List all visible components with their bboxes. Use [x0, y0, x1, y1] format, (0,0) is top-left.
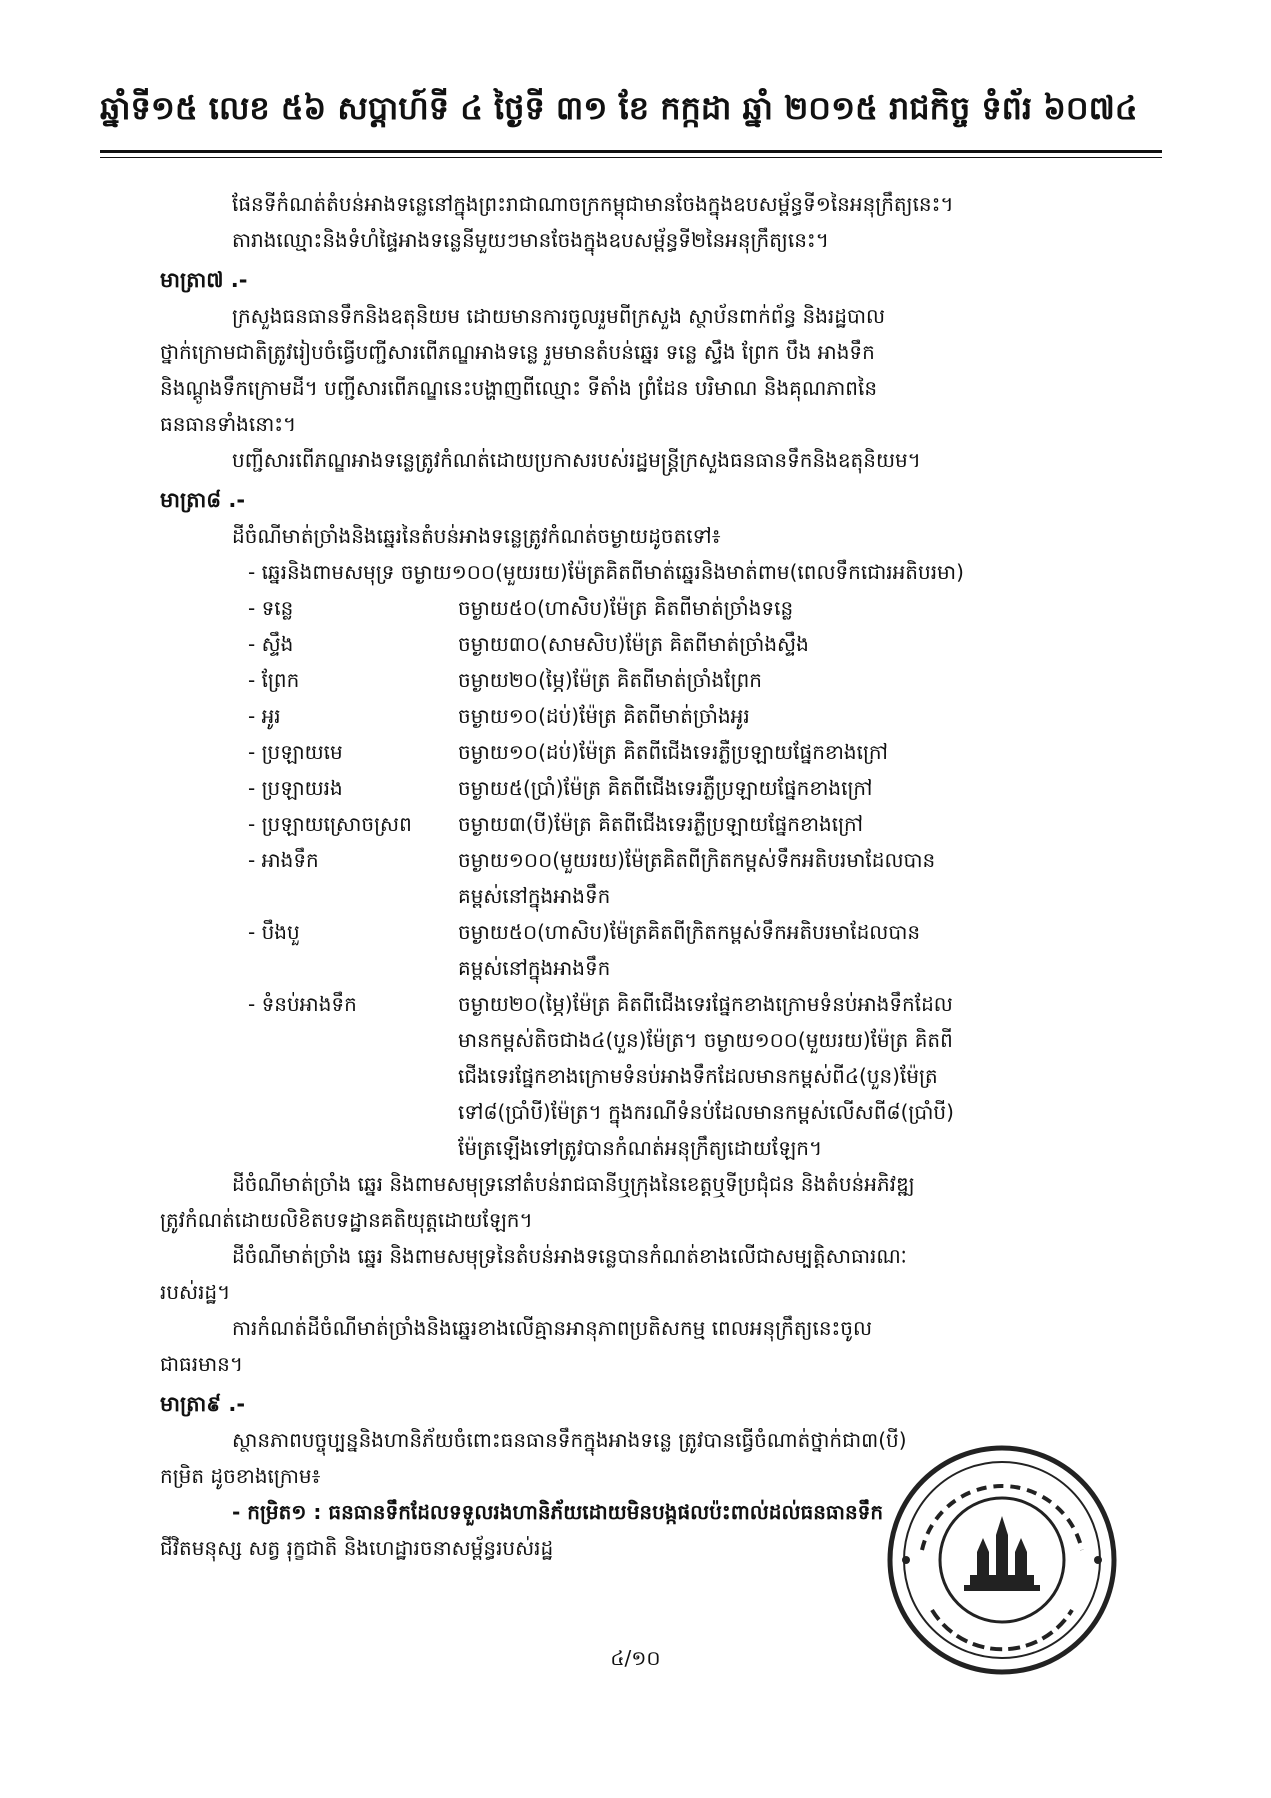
distance-item-desc: ជើងទេរផ្នែកខាងក្រោមទំនប់អាងទឹកដែលមានកម្ពស់ពី៤(បួន)ម៉ែត្រ	[458, 1064, 938, 1088]
header-rule	[100, 150, 1162, 153]
distance-item-term	[248, 1094, 458, 1130]
distance-item-desc: ម៉ែត្រឡើងទៅត្រូវបានកំណត់អនុក្រឹត្យដោយឡែក។	[458, 1136, 823, 1160]
article-8-para2-line: របស់រដ្ឋ។	[160, 1280, 231, 1304]
distance-item-term: - អូរ	[248, 704, 281, 728]
distance-item	[160, 734, 1140, 770]
article-8-para1-line: ត្រូវកំណត់ដោយលិខិតបទដ្ឋានគតិយុត្តដោយឡែក។	[160, 1208, 533, 1232]
distance-item-desc: ចម្ងាយ៥០(ហាសិប)ម៉ែត្រគិតពីក្រិតកម្ពស់ទឹកអតិបរមាដែលបាន	[458, 920, 921, 944]
article-8-heading: មាត្រា៨ .-	[160, 488, 246, 512]
distance-item-desc: ចម្ងាយ៥(ប្រាំ)ម៉ែត្រ គិតពីជើងទេរភ្លឺប្រឡាយផ្នែកខាងក្រៅ	[458, 776, 873, 800]
distance-item	[160, 698, 1140, 734]
distance-item-term	[248, 1058, 458, 1094]
document-body	[160, 186, 1140, 1566]
article-8-para3-line: ជាធរមាន។	[160, 1352, 244, 1376]
official-seal-icon	[882, 1440, 1122, 1680]
distance-item-desc: ចម្ងាយ១០(ដប់)ម៉ែត្រ គិតពីជើងទេរភ្លឺប្រឡាយផ្នែកខាងក្រៅ	[458, 740, 888, 764]
distance-item-term: - ទន្លេ	[248, 596, 294, 620]
distance-item-desc: ទៅ៨(ប្រាំបី)ម៉ែត្រ។ ក្នុងករណីទំនប់ដែលមានកម្ពស់លើសពី៨(ប្រាំបី)	[458, 1100, 954, 1124]
article-8-intro: ដីចំណីមាត់ច្រាំងនិងឆ្នេរនៃតំបន់អាងទន្លេត្រូវកំណត់ចម្ងាយដូចតទៅ៖	[232, 524, 721, 548]
article-9-line: ស្ថានភាពបច្ចុប្បន្ននិងហានិភ័យចំពោះធនធានទឹកក្នុងអាងទន្លេ ត្រូវបានធ្វើចំណាត់ថ្នាក់ជា៣(បី)	[232, 1428, 907, 1452]
article-7-line: ថ្នាក់ក្រោមជាតិត្រូវរៀបចំធ្វើបញ្ជីសារពើភណ្ឌអាងទន្លេ រួមមានតំបន់ឆ្នេរ ទន្លេ ស្ទឹង ព្រែក បឹង អាងទឹក	[160, 340, 875, 364]
article-8-para2-line: ដីចំណីមាត់ច្រាំង ឆ្នេរ និងពាមសមុទ្រនៃតំបន់អាងទន្លេបានកំណត់ខាងលើជាសម្បត្តិសាធារណៈ	[232, 1244, 907, 1268]
article-7-line: ក្រសួងធនធានទឹកនិងឧតុនិយម ដោយមានការចូលរួមពីក្រសួង ស្ថាប័នពាក់ព័ន្ធ និងរដ្ឋបាល	[232, 304, 886, 328]
article-7-closing: បញ្ជីសារពើភណ្ឌអាងទន្លេត្រូវកំណត់ដោយប្រកាសរបស់រដ្ឋមន្ត្រីក្រសួងធនធានទឹកនិងឧតុនិយម។	[232, 448, 921, 472]
distance-item-term	[248, 1130, 458, 1166]
article-7-line: និងណ្ដូងទឹកក្រោមដី។ បញ្ជីសារពើភណ្ឌនេះបង្ហាញពីឈ្មោះ ទីតាំង ព្រំដែន បរិមាណ និងគុណភាពនៃ	[160, 376, 878, 400]
distance-item	[160, 1094, 1140, 1130]
distance-item-term: - ប្រឡាយស្រោចស្រព	[248, 812, 412, 836]
article-9-heading: មាត្រា៩ .-	[160, 1392, 246, 1416]
distance-item-desc: ចម្ងាយ៣(បី)ម៉ែត្រ គិតពីជើងទេរភ្លឺប្រឡាយផ្នែកខាងក្រៅ	[458, 812, 864, 836]
distance-item-desc: ចម្ងាយ១០(ដប់)ម៉ែត្រ គិតពីមាត់ច្រាំងអូរ	[458, 704, 750, 728]
distance-item-term: - បឹងបួ	[248, 920, 300, 944]
distance-item-desc: មានកម្ពស់តិចជាង៤(បួន)ម៉ែត្រ។ ចម្ងាយ១០០(មួយរយ)ម៉ែត្រ គិតពី	[458, 1028, 953, 1052]
distance-item-term	[248, 1022, 458, 1058]
distance-item	[160, 986, 1140, 1022]
header-rule-thin	[100, 157, 1162, 158]
distance-item-term: - ប្រឡាយមេ	[248, 740, 343, 764]
distance-item-desc: ចម្ងាយ៥០(ហាសិប)ម៉ែត្រ គិតពីមាត់ច្រាំងទន្លេ	[458, 596, 794, 620]
distance-item-desc: គម្ពស់នៅក្នុងអាងទឹក	[458, 956, 611, 980]
distance-item-term: - ប្រឡាយរង	[248, 776, 343, 800]
distance-item-term	[248, 878, 458, 914]
distance-item	[160, 806, 1140, 842]
distance-item-term	[248, 950, 458, 986]
article-9-line: កម្រិត ដូចខាងក្រោម៖	[160, 1464, 321, 1488]
intro-line-1: ផែនទីកំណត់តំបន់អាងទន្លេនៅក្នុងព្រះរាជាណាចក្រកម្ពុជាមានចែងក្នុងឧបសម្ព័ន្ធទី១នៃអនុក្រឹត្យនេះ។	[232, 192, 954, 216]
intro-line-2: តារាងឈ្មោះនិងទំហំផ្ទៃអាងទន្លេនីមួយៗមានចែងក្នុងឧបសម្ព័ន្ធទី២នៃអនុក្រឹត្យនេះ។	[232, 228, 829, 252]
distance-item-desc: ចម្ងាយ១០០(មួយរយ)ម៉ែត្រគិតពីក្រិតកម្ពស់ទឹកអតិបរមាដែលបាន	[458, 848, 936, 872]
distance-item	[160, 770, 1140, 806]
distance-item	[160, 878, 1140, 914]
article-8-para1-line: ដីចំណីមាត់ច្រាំង ឆ្នេរ និងពាមសមុទ្រនៅតំបន់រាជធានីឬក្រុងនៃខេត្តឬទីប្រជុំជន និងតំបន់អភិវឌ្ឍ	[232, 1172, 915, 1196]
distance-item	[160, 662, 1140, 698]
article-8-lead-item: - ឆ្នេរនិងពាមសមុទ្រ ចម្ងាយ១០០(មួយរយ)ម៉ែត្រគិតពីមាត់ឆ្នេរនិងមាត់ពាម(ពេលទឹកជោរអតិបរមា)	[248, 560, 964, 584]
distance-item-desc: គម្ពស់នៅក្នុងអាងទឹក	[458, 884, 611, 908]
distance-item	[160, 1022, 1140, 1058]
distance-item	[160, 1130, 1140, 1166]
distance-item	[160, 626, 1140, 662]
article-9-level1-line: ជីវិតមនុស្ស សត្វ រុក្ខជាតិ និងហេដ្ឋារចនាសម្ព័ន្ធរបស់រដ្ឋ	[160, 1536, 554, 1560]
article-8-para3-line: ការកំណត់ដីចំណីមាត់ច្រាំងនិងឆ្នេរខាងលើគ្មានអានុភាពប្រតិសកម្ម ពេលអនុក្រឹត្យនេះចូល	[232, 1316, 873, 1340]
distance-item	[160, 950, 1140, 986]
distance-item	[160, 1058, 1140, 1094]
distance-item-desc: ចម្ងាយ២០(ម្ភៃ)ម៉ែត្រ គិតពីមាត់ច្រាំងព្រែក	[458, 668, 762, 692]
article-7-line: ធនធានទាំងនោះ។	[160, 412, 297, 436]
page-number: ៤/១០	[610, 1646, 661, 1670]
article-9-level1-line: - កម្រិត១ : ធនធានទឹកដែលទទួលរងហានិភ័យដោយមិនបង្កផលប៉ះពាល់ដល់ធនធានទឹក	[232, 1500, 884, 1524]
distance-item-term: - ស្ទឹង	[248, 632, 294, 656]
distance-list	[160, 590, 1140, 1166]
distance-item-desc: ចម្ងាយ២០(ម្ភៃ)ម៉ែត្រ គិតពីជើងទេរផ្នែកខាងក្រោមទំនប់អាងទឹកដែល	[458, 992, 953, 1016]
distance-item	[160, 590, 1140, 626]
distance-item	[160, 914, 1140, 950]
distance-item-term: - ទំនប់អាងទឹក	[248, 992, 357, 1016]
page-header: ឆ្នាំទី១៥ លេខ ៥៦ សប្តាហ៍ទី ៤ ថ្ងៃទី ៣១ ខែ កក្កដា ឆ្នាំ ២០១៥ រាជកិច្ច ទំព័រ ៦០៧៤	[100, 89, 1138, 127]
article-7-heading: មាត្រា៧ .-	[160, 268, 248, 292]
distance-item-desc: ចម្ងាយ៣០(សាមសិប)ម៉ែត្រ គិតពីមាត់ច្រាំងស្ទឹង	[458, 632, 809, 656]
distance-item-term: - ព្រែក	[248, 668, 300, 692]
distance-item	[160, 842, 1140, 878]
distance-item-term: - អាងទឹក	[248, 848, 319, 872]
